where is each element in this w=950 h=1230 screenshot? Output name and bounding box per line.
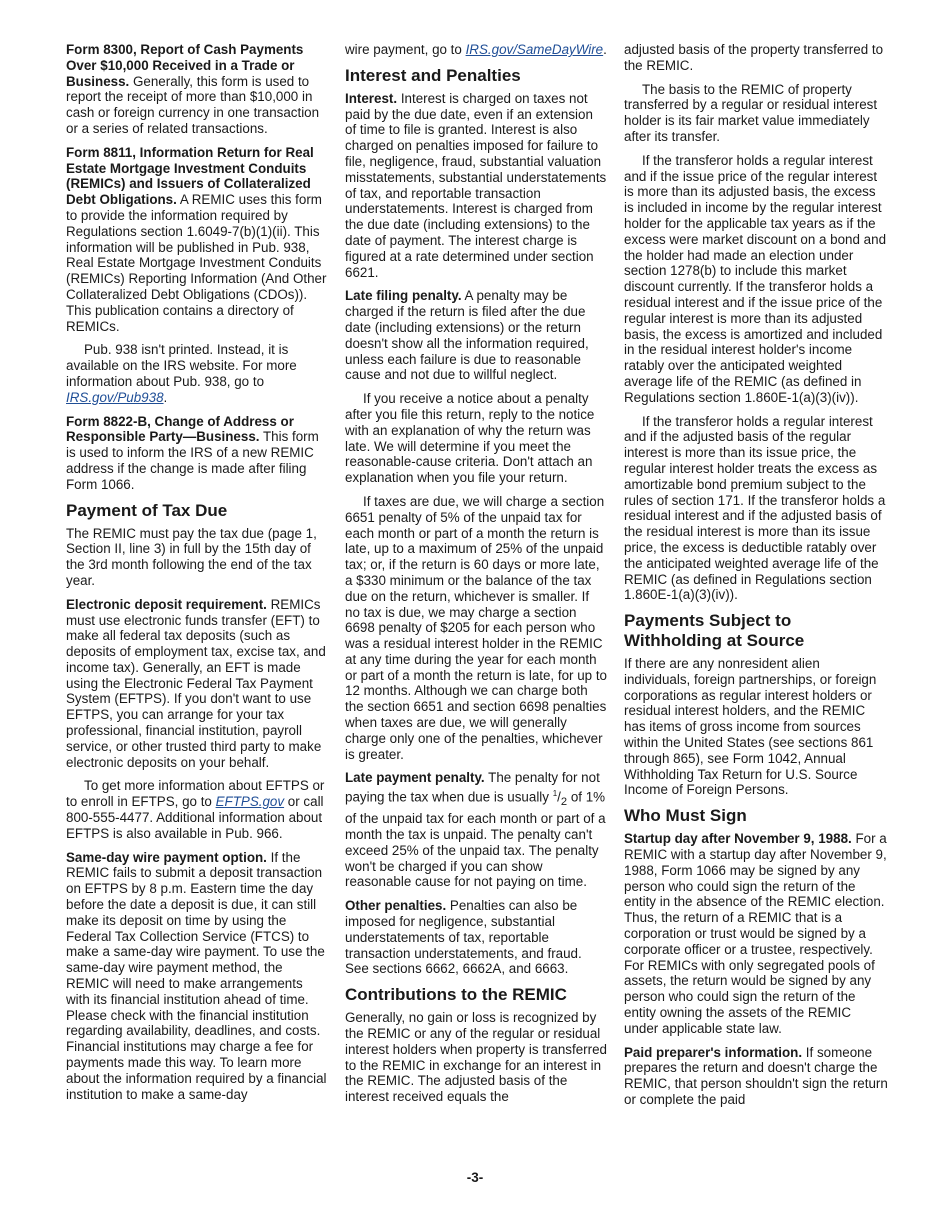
- paragraph-electronic-deposit: Electronic deposit requirement. REMICs must use electronic funds transfer (EFT) to make all federal tax deposits (such as deposits of employment tax, excise tax, and income tax). Generally, an EFT is made using the Electronic Federal Tax Payment System (EFTPS). If you don't want to use EFTPS, you can arrange for your tax professional, financial institution, payroll service, or other trusted third party to make electronic deposits on your behalf.: [66, 596, 326, 770]
- paid-preparer-heading: Paid preparer's information.: [624, 1044, 803, 1060]
- paragraph-eftps: To get more information about EFTPS or to enroll in EFTPS, go to EFTPS.gov or call 800-555-4477. Additional information about EFTPS is also available in Pub. 966.: [66, 778, 325, 841]
- paragraph-basis-to-remic: The basis to the REMIC of property transferred by a regular or residual interest holder is its fair market value immediately after its transfer.: [624, 81, 878, 144]
- paragraph-other-penalties: Other penalties. Penalties can also be imposed for negligence, substantial understatements of tax, reportable transaction understatements, and fraud. See sections 6662, 6662A, and 6663.: [345, 898, 582, 977]
- paragraph-contributions: Generally, no gain or loss is recognized by the REMIC or any of the regular or residual interest holders when property is transferred to the REMIC in exchange for an interest in the REMIC. The adjusted basis of the interest received equals the: [345, 1010, 607, 1105]
- eftps-link[interactable]: EFTPS.gov: [215, 794, 285, 810]
- startup-day-heading: Startup day after November 9, 1988.: [624, 831, 852, 847]
- electronic-deposit-heading: Electronic deposit requirement.: [66, 596, 267, 612]
- paragraph-form-8811: [66, 145, 328, 335]
- late-filing-heading: Late filing penalty.: [345, 288, 462, 304]
- pub-938-link[interactable]: IRS.gov/Pub938: [66, 389, 164, 405]
- paragraph-payment-due: The REMIC must pay the tax due (page 1, Section II, line 3) in full by the 15th day of the 3rd month following the end of the tax year.: [66, 525, 317, 588]
- page-number: -3-: [466, 1170, 484, 1185]
- paragraph-penalty-notice: If you receive a notice about a penalty after you file this return, reply to the notice with an explanation of why the return was late. We will determine if you meet the reasonable-cause criteria. Don't attach an explanation when you file your return.: [345, 391, 595, 486]
- paragraph-late-filing: Late filing penalty. A penalty may be charged if the return is filed after the due date (including extensions) or the return doesn't show all the information required, unless each failure is due to reasonable cause and not due to willful neglect.: [345, 288, 589, 383]
- paragraph-same-day-wire: Same-day wire payment option. If the REMIC fails to submit a deposit transaction on EFTPS by 8 p.m. Eastern time the day before the date a deposit is due, it can still make its deposit on time by using the Federal Tax Collection Service (FTCS) to make a same-day wire payment. To use the same-day wire payment method, the REMIC will need to make arrangements with its financial institution ahead of time. Please check with the financial institution regarding availability, deadlines, and costs. Financial institutions may charge a fee for payments made this way. To learn more about the information required by a financial institution to make a same-day: [66, 849, 327, 1102]
- pub-938-text: Pub. 938 isn't printed. Instead, it is available on the IRS website. For more information about Pub. 938, go to: [66, 342, 297, 389]
- section-heading-contributions: Contributions to the REMIC: [345, 985, 567, 1005]
- form-8811-heading: Form 8811, Information Return for Real Estate Mortgage Investment Conduits (REMICs) and Issuers of Collateralized Debt Obligations.: [66, 144, 314, 208]
- form-8811-text: A REMIC uses this form to provide the information required by Regulations section 1.6049-7(b)(1)(ii). This information will be published in Pub. 938, Real Estate Mortgage Investment Conduits (REMICs) Reporting Information (And Other Collateralized Debt Obligations (CDOs)). This publication contains a directory of REMICs.: [66, 192, 327, 334]
- fraction-numerator: 1: [552, 789, 558, 799]
- paragraph-transferor-adjusted: If the transferor holds a regular interest and if the adjusted basis of the regular interest is more than its issue price, the regular interest holder treats the excess as amortizable bond premium subject to the rules of section 171. If the transferor holds a residual interest and if the adjusted basis of the residual interest is more than its issue price, the excess is deductible ratably over the anticipated weighted average life of the REMIC (as defined in Regulations section 1.860E-1(a)(3)(iv)).: [624, 413, 886, 603]
- column-1: [66, 42, 328, 1110]
- paragraph-startup-day: Startup day after November 9, 1988. For a REMIC with a startup day after November 9, 1988, Form 1066 may be signed by any person who could sign the return of the entity in the absence of the REMIC election. Thus, the return of a REMIC that is a corporation or trust would be signed by a corporate officer or a trustee, respectively. For REMICs with only segregated pools of assets, the return would be signed by any person who could sign the return of the entity owning the assets of the REMIC under applicable state law.: [624, 831, 887, 1036]
- late-payment-heading: Late payment penalty.: [345, 770, 485, 786]
- form-8822b-text: This form is used to inform the IRS of a new REMIC address if the change is made after filing Form 1066.: [66, 429, 319, 492]
- form-8300-text: Generally, this form is used to report the receipt of more than $10,000 in cash or foreign currency in one transaction or a series of related transactions.: [66, 73, 320, 136]
- paragraph-interest: Interest. Interest is charged on taxes not paid by the due date, even if an extension of time to file is granted. Interest is also charged on penalties imposed for failure to file, negligence, fraud, substantial valuation misstatements, substantial understatements of tax, and reportable transaction understatements. Interest is charged from the due date (including extensions) to the date of payment. The interest charge is figured at a rate determined under section 6621.: [345, 90, 607, 280]
- section-heading-withholding: Payments Subject to Withholding at Source: [624, 611, 805, 651]
- paragraph-adjusted-basis: adjusted basis of the property transferred to the REMIC.: [624, 42, 884, 73]
- column-2: [345, 42, 607, 1113]
- paragraph-transferor-regular: If the transferor holds a regular interest and if the issue price of the regular interest is more than its adjusted basis, the excess is included in income by the regular interest holder for the applicable tax years as if the excess were market discount on a bond and the holder had made an election under section 1278(b) to include this market discount currently. If the transferor holds a residual interest and if the issue price of the regular interest is more than its adjusted basis, the excess is amortized and included in the residual interest holder's income ratably over the anticipated weighted average life of the REMIC (as defined in Regulations section 1.860E-1(a)(3)(iv)).: [624, 152, 887, 405]
- paragraph-form-8300: [66, 42, 328, 137]
- column-3: [624, 42, 888, 1116]
- paragraph-wire-continued: wire payment, go to IRS.gov/SameDayWire.: [345, 42, 607, 57]
- interest-heading: Interest.: [345, 90, 398, 106]
- form-8300-heading: Form 8300, Report of Cash Payments Over $10,000 Received in a Trade or Business.: [66, 42, 304, 89]
- paragraph-late-payment: Late payment penalty. The penalty for not paying the tax when due is usually $^1/_2$ of 1% of the unpaid tax for each month or part of a month the tax is unpaid. The penalty can't exceed 25% of the unpaid tax. The penalty won't be charged if you can show reasonable cause for not paying on time.: [345, 770, 606, 890]
- form-8822b-heading: Form 8822-B, Change of Address or Responsible Party—Business.: [66, 413, 294, 445]
- section-heading-interest: Interest and Penalties: [345, 65, 521, 85]
- paragraph-form-8822b: [66, 414, 328, 493]
- paragraph-paid-preparer: Paid preparer's information. If someone prepares the return and doesn't charge the REMIC, that person shouldn't sign the return or complete the paid: [624, 1044, 888, 1108]
- paragraph-taxes-due: If taxes are due, we will charge a section 6651 penalty of 5% of the unpaid tax for each month or part of a month the return is late, up to a maximum of 25% of the unpaid tax; or, if the return is 60 days or more late, a $330 minimum or the balance of the tax due on the return, whichever is smaller. If no tax is due, we may charge a section 6698 penalty of $205 for each person who was a residual interest holder in the REMIC at any time during the year for each month or part of a month the return is late, for up to 12 months. Although we can charge both the section 6651 and section 6698 penalties when taxes are due, we will generally charge only one of the penalties, whichever is greater.: [345, 493, 608, 762]
- same-day-wire-link[interactable]: IRS.gov/SameDayWire: [465, 42, 604, 57]
- other-penalties-heading: Other penalties.: [345, 898, 447, 914]
- fraction-denominator: 2: [560, 796, 568, 809]
- same-day-wire-heading: Same-day wire payment option.: [66, 849, 267, 865]
- paragraph-pub-938: Pub. 938 isn't printed. Instead, it is available on the IRS website. For more information about Pub. 938, go to IRS.gov/Pub938.: [66, 342, 297, 405]
- section-heading-payment: Payment of Tax Due: [66, 500, 228, 520]
- paragraph-withholding: If there are any nonresident alien individuals, foreign partnerships, or foreign corporations as regular interest holders or residual interest holders, and the REMIC has items of gross income from sources within the United States (see sections 861 through 865), see Form 1042, Annual Withholding Tax Return for U.S. Source Income of Foreign Persons.: [624, 656, 877, 798]
- section-heading-who-must-sign: Who Must Sign: [624, 806, 747, 826]
